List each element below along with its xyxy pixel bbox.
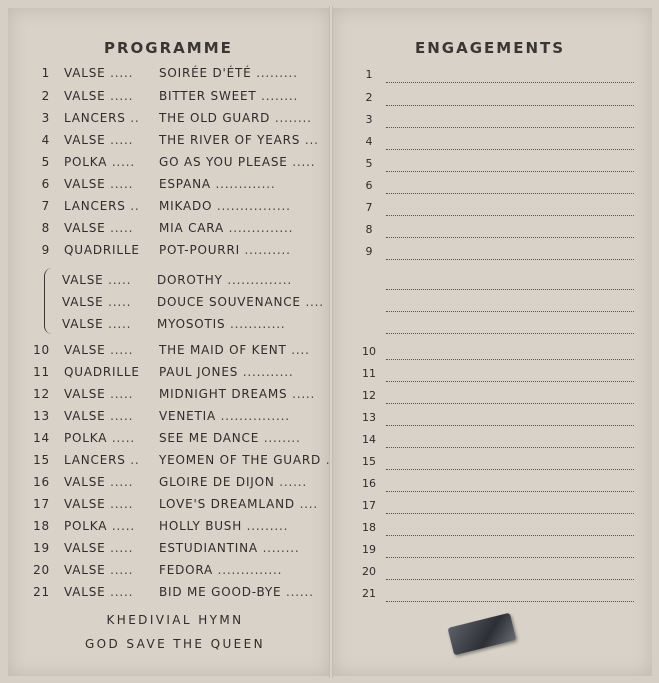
engagement-write-line[interactable]	[386, 127, 634, 128]
engagement-number: 13	[362, 411, 376, 424]
tune-title-text: VENETIA	[159, 409, 217, 423]
tune-title-text: PAUL JONES	[159, 365, 239, 379]
engagement-row[interactable]	[362, 297, 634, 315]
dance-type	[64, 409, 133, 423]
tune-leader-dots: ........	[262, 541, 300, 555]
engagement-number: 10	[362, 345, 376, 358]
tune-title	[159, 199, 291, 213]
tune-title-text: ESTUDIANTINA	[159, 541, 258, 555]
engagement-row[interactable]	[362, 179, 634, 197]
tune-title	[157, 317, 285, 331]
programme-row	[0, 497, 320, 515]
programme-number: 19	[33, 541, 50, 555]
tune-leader-dots: ....	[305, 295, 324, 309]
tune-leader-dots: ...	[304, 133, 319, 147]
engagement-write-line[interactable]	[386, 601, 634, 602]
engagement-row[interactable]	[362, 245, 634, 263]
tune-leader-dots: ......	[279, 475, 307, 489]
engagement-row[interactable]	[362, 587, 634, 605]
engagement-write-line[interactable]	[386, 447, 634, 448]
tune-title	[159, 519, 288, 533]
dance-type	[64, 497, 133, 511]
tune-title-text: FEDORA	[159, 563, 214, 577]
footer-god-save-the-queen: GOD SAVE THE QUEEN	[84, 637, 265, 651]
tune-title	[159, 221, 293, 235]
engagement-number: 19	[362, 543, 376, 556]
dance-type	[62, 317, 131, 331]
engagement-row[interactable]	[362, 411, 634, 429]
tune-title-text: THE RIVER OF YEARS	[159, 133, 301, 147]
tune-title	[157, 273, 292, 287]
dance-name: VALSE	[62, 273, 104, 287]
dance-leader-dots: ..	[130, 453, 140, 467]
tune-title-text: SOIRÉE D'ÉTÉ	[159, 66, 252, 80]
tune-title-text: GO AS YOU PLEASE	[159, 155, 288, 169]
dance-leader-dots: .....	[110, 133, 134, 147]
tune-leader-dots: .....	[292, 155, 316, 169]
programme-row	[0, 89, 320, 107]
tune-title-text: LOVE'S DREAMLAND	[159, 497, 295, 511]
dance-type	[64, 563, 133, 577]
tune-title	[159, 453, 330, 467]
tune-leader-dots: .....	[292, 387, 316, 401]
dance-leader-dots: .....	[108, 273, 132, 287]
dance-name: LANCERS	[64, 199, 126, 213]
engagement-number: 3	[365, 113, 373, 126]
tune-title	[159, 431, 301, 445]
engagement-number: 16	[362, 477, 376, 490]
tune-leader-dots: ...............	[220, 409, 290, 423]
tune-leader-dots: .............	[215, 177, 276, 191]
programme-number: 15	[33, 453, 50, 467]
programme-number: 3	[41, 111, 50, 125]
programme-row	[0, 365, 320, 383]
dance-name: VALSE	[64, 475, 106, 489]
dance-type	[64, 365, 140, 379]
tune-title	[159, 133, 319, 147]
dance-name: VALSE	[64, 343, 106, 357]
tune-title	[159, 155, 315, 169]
dance-type	[64, 199, 140, 213]
programme-row	[0, 387, 320, 405]
dance-leader-dots: .....	[110, 177, 134, 191]
engagement-write-line[interactable]	[386, 311, 634, 312]
engagement-row[interactable]	[362, 455, 634, 473]
dance-type	[64, 475, 133, 489]
engagement-row[interactable]	[362, 367, 634, 385]
dance-name: QUADRILLE	[64, 243, 140, 257]
dance-name: VALSE	[64, 221, 106, 235]
dance-name: VALSE	[64, 541, 106, 555]
engagement-row[interactable]	[362, 345, 634, 363]
engagement-number: 17	[362, 499, 376, 512]
dance-type	[64, 243, 140, 257]
programme-row	[0, 155, 320, 173]
programme-row	[0, 221, 320, 239]
programme-row	[0, 475, 320, 493]
tune-title-text: BID ME GOOD-BYE	[159, 585, 282, 599]
engagement-row[interactable]	[362, 543, 634, 561]
dance-name: POLKA	[64, 431, 108, 445]
footer-khedivial-hymn: KHEDIVIAL HYMN	[106, 613, 244, 627]
engagement-write-line[interactable]	[386, 469, 634, 470]
dance-type	[64, 387, 133, 401]
dance-leader-dots: .....	[110, 563, 134, 577]
tune-title	[159, 89, 298, 103]
engagement-write-line[interactable]	[386, 193, 634, 194]
dance-leader-dots: .....	[110, 221, 134, 235]
dance-type	[64, 585, 133, 599]
dance-name: VALSE	[64, 585, 106, 599]
dance-leader-dots: .....	[110, 89, 134, 103]
tune-leader-dots: ....	[291, 343, 310, 357]
engagement-write-line[interactable]	[386, 491, 634, 492]
programme-row	[0, 541, 320, 559]
tune-leader-dots: ........	[274, 111, 312, 125]
dance-leader-dots: .....	[111, 155, 135, 169]
programme-number: 21	[33, 585, 50, 599]
tune-leader-dots: ..........	[244, 243, 291, 257]
dance-leader-dots: .....	[110, 409, 134, 423]
engagement-row[interactable]	[362, 68, 634, 86]
tune-leader-dots: ........	[261, 89, 299, 103]
programme-number: 9	[41, 243, 50, 257]
dance-leader-dots: .....	[111, 431, 135, 445]
tune-title-text: SEE ME DANCE	[159, 431, 260, 445]
tune-title	[159, 541, 299, 555]
programme-row	[0, 453, 331, 471]
tune-leader-dots: ....	[299, 497, 319, 511]
dance-leader-dots: .....	[110, 497, 134, 511]
engagement-write-line[interactable]	[386, 105, 634, 106]
dance-type	[62, 295, 131, 309]
engagements-heading: ENGAGEMENTS	[415, 39, 566, 57]
dance-name: VALSE	[64, 133, 106, 147]
medley-brace	[44, 268, 55, 334]
programme-row	[0, 111, 320, 129]
tune-title	[159, 387, 315, 401]
engagement-row[interactable]	[362, 275, 634, 293]
programme-row	[0, 177, 320, 195]
programme-number: 10	[33, 343, 50, 357]
tune-leader-dots: .........	[246, 519, 289, 533]
programme-row	[0, 66, 320, 84]
tune-title	[159, 243, 291, 257]
tune-leader-dots: ..............	[227, 273, 292, 287]
dance-type	[64, 133, 133, 147]
tune-title-text: DOUCE SOUVENANCE	[157, 295, 301, 309]
tune-title-text: YEOMEN OF THE GUARD	[159, 453, 322, 467]
tune-title	[159, 343, 310, 357]
dance-leader-dots: .....	[110, 541, 134, 555]
engagement-write-line[interactable]	[386, 557, 634, 558]
engagement-row[interactable]	[362, 223, 634, 241]
engagement-row[interactable]	[362, 477, 634, 495]
programme-row	[0, 519, 320, 537]
tune-leader-dots: .........	[256, 66, 298, 80]
programme-number: 6	[41, 177, 50, 191]
programme-number: 11	[33, 365, 50, 379]
engagement-number: 8	[365, 223, 373, 236]
tune-title	[157, 295, 324, 309]
dance-name: VALSE	[64, 387, 106, 401]
engagement-write-line[interactable]	[386, 535, 634, 536]
dance-type	[64, 89, 133, 103]
tune-title-text: HOLLY BUSH	[159, 519, 243, 533]
engagement-row[interactable]	[362, 113, 634, 131]
dance-type	[64, 519, 135, 533]
card-fold	[329, 6, 333, 678]
tune-leader-dots: ............	[230, 317, 286, 331]
programme-row	[0, 431, 320, 449]
engagement-write-line[interactable]	[386, 289, 634, 290]
programme-number: 14	[33, 431, 50, 445]
engagement-row[interactable]	[362, 565, 634, 583]
dance-leader-dots: .....	[111, 519, 135, 533]
dance-type	[64, 155, 135, 169]
dance-leader-dots: ..	[130, 111, 140, 125]
dance-name: VALSE	[62, 317, 104, 331]
dance-leader-dots: .....	[110, 585, 134, 599]
engagement-number: 14	[362, 433, 376, 446]
tune-title-text: MYOSOTIS	[157, 317, 226, 331]
dance-type	[64, 343, 133, 357]
dance-name: VALSE	[62, 295, 104, 309]
engagement-number: 9	[365, 245, 373, 258]
engagement-number: 4	[365, 135, 373, 148]
tune-leader-dots: ..............	[228, 221, 294, 235]
dance-leader-dots: .....	[110, 66, 134, 80]
engagement-row[interactable]	[362, 319, 634, 337]
engagement-number: 12	[362, 389, 376, 402]
tune-title-text: THE MAID OF KENT	[159, 343, 287, 357]
dance-name: POLKA	[64, 155, 108, 169]
dance-name: POLKA	[64, 519, 108, 533]
dance-leader-dots: .....	[110, 387, 134, 401]
dance-type	[64, 453, 140, 467]
programme-row	[0, 585, 320, 603]
engagement-row[interactable]	[362, 135, 634, 153]
dance-leader-dots: .....	[110, 343, 134, 357]
engagement-number: 11	[362, 367, 376, 380]
dance-name: VALSE	[64, 497, 106, 511]
tune-title-text: THE OLD GUARD	[159, 111, 271, 125]
tune-leader-dots: ...........	[242, 365, 294, 379]
engagement-number: 7	[365, 201, 373, 214]
tune-title	[159, 497, 318, 511]
engagement-write-line[interactable]	[386, 215, 634, 216]
dance-type	[64, 111, 140, 125]
tune-title	[159, 563, 282, 577]
engagement-write-line[interactable]	[386, 513, 634, 514]
engagement-number: 21	[362, 587, 376, 600]
dance-type	[64, 541, 133, 555]
programme-row	[0, 199, 320, 217]
engagement-number: 20	[362, 565, 376, 578]
tune-title-text: DOROTHY	[157, 273, 223, 287]
tune-title	[159, 111, 312, 125]
tune-leader-dots: ......	[286, 585, 314, 599]
dance-name: VALSE	[64, 66, 106, 80]
dance-name: VALSE	[64, 409, 106, 423]
tune-title-text: MIKADO	[159, 199, 213, 213]
tune-title	[159, 585, 314, 599]
programme-number: 4	[41, 133, 50, 147]
dance-type	[62, 273, 131, 287]
engagement-write-line[interactable]	[386, 425, 634, 426]
tune-title	[159, 409, 290, 423]
engagement-row[interactable]	[362, 201, 634, 219]
engagement-number: 1	[365, 68, 373, 81]
programme-number: 12	[33, 387, 50, 401]
dance-type	[64, 431, 135, 445]
dance-leader-dots: .....	[108, 317, 132, 331]
tune-title	[159, 365, 294, 379]
programme-number: 17	[33, 497, 50, 511]
engagement-number: 6	[365, 179, 373, 192]
engagement-row[interactable]	[362, 389, 634, 407]
dance-name: VALSE	[64, 177, 106, 191]
programme-row	[0, 409, 320, 427]
tune-title	[159, 66, 298, 80]
engagement-write-line[interactable]	[386, 359, 634, 360]
programme-row	[0, 243, 320, 261]
programme-number: 7	[41, 199, 50, 213]
dance-leader-dots: .....	[110, 475, 134, 489]
dance-type	[64, 221, 133, 235]
dance-name: QUADRILLE	[64, 365, 140, 379]
programme-number: 16	[33, 475, 50, 489]
engagement-number: 5	[365, 157, 373, 170]
programme-row	[0, 133, 320, 151]
programme-number: 2	[41, 89, 50, 103]
dance-leader-dots: ..	[130, 199, 140, 213]
tune-title-text: MIDNIGHT DREAMS	[159, 387, 288, 401]
programme-number: 13	[33, 409, 50, 423]
tune-title-text: POT-POURRI	[159, 243, 240, 257]
engagement-write-line[interactable]	[386, 259, 634, 260]
engagement-row[interactable]	[362, 499, 634, 517]
engagement-write-line[interactable]	[386, 171, 634, 172]
tune-title	[159, 177, 276, 191]
tune-title	[159, 475, 307, 489]
dance-name: VALSE	[64, 89, 106, 103]
programme-number: 1	[41, 66, 50, 80]
dance-name: VALSE	[64, 563, 106, 577]
dance-name: LANCERS	[64, 453, 126, 467]
programme-number: 8	[41, 221, 50, 235]
engagement-write-line[interactable]	[386, 149, 634, 150]
tune-leader-dots: ..............	[217, 563, 283, 577]
engagement-write-line[interactable]	[386, 579, 634, 580]
tune-title-text: ESPANA	[159, 177, 211, 191]
engagement-number: 18	[362, 521, 376, 534]
programme-number: 18	[33, 519, 50, 533]
programme-number: 5	[41, 155, 50, 169]
engagement-row[interactable]	[362, 521, 634, 539]
engagement-row[interactable]	[362, 91, 634, 109]
engagement-row[interactable]	[362, 433, 634, 451]
tune-leader-dots: .	[325, 453, 331, 467]
engagement-write-line[interactable]	[386, 82, 634, 83]
engagement-write-line[interactable]	[386, 237, 634, 238]
engagement-write-line[interactable]	[386, 403, 634, 404]
engagement-number: 2	[365, 91, 373, 104]
dance-type	[64, 177, 133, 191]
tune-title-text: GLOIRE DE DIJON	[159, 475, 275, 489]
tune-leader-dots: ................	[216, 199, 291, 213]
engagement-number: 15	[362, 455, 376, 468]
programme-row	[0, 343, 320, 361]
engagement-write-line[interactable]	[386, 381, 634, 382]
dance-leader-dots: .....	[108, 295, 132, 309]
tune-leader-dots: ........	[263, 431, 301, 445]
engagement-write-line[interactable]	[386, 333, 634, 334]
dance-type	[64, 66, 133, 80]
programme-number: 20	[33, 563, 50, 577]
programme-heading: PROGRAMME	[104, 39, 233, 57]
tune-title-text: BITTER SWEET	[159, 89, 257, 103]
programme-row	[0, 563, 320, 581]
engagement-row[interactable]	[362, 157, 634, 175]
dance-name: LANCERS	[64, 111, 126, 125]
tune-title-text: MIA CARA	[159, 221, 224, 235]
